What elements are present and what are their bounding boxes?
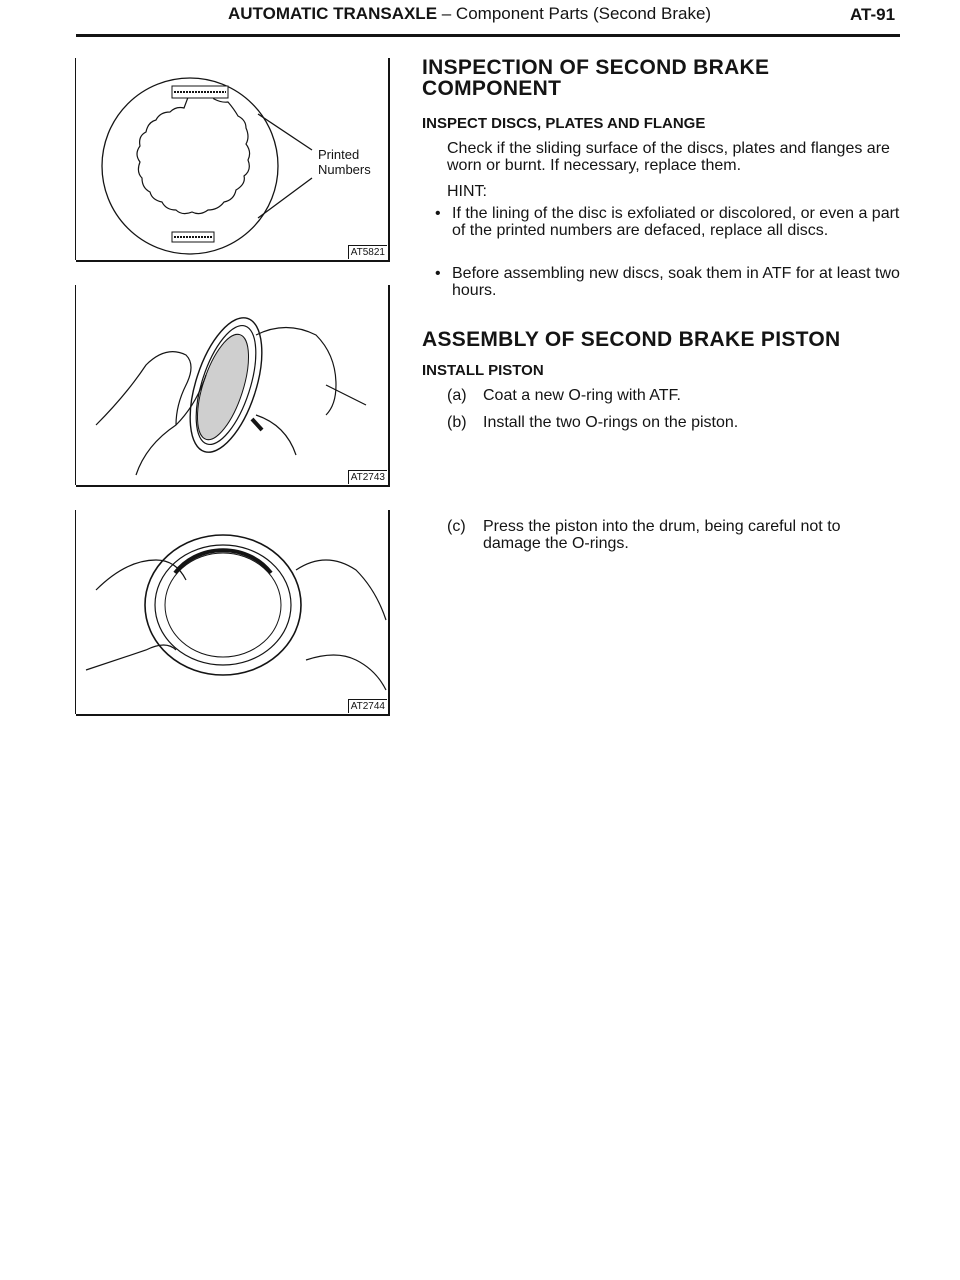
page-number: AT-91 [850, 5, 896, 24]
hint-label [447, 183, 927, 200]
bullet-symbol: • [435, 265, 441, 282]
step-label: (a) [447, 387, 467, 404]
bullet-symbol: • [435, 205, 441, 222]
header-title-rest: – Component Parts (Second Brake) [437, 4, 712, 23]
section-title-assembly [422, 329, 902, 350]
header-title [228, 4, 711, 24]
figure-disc-printed-numbers [76, 58, 390, 262]
header-rule [76, 34, 900, 37]
figure-press-piston [76, 510, 390, 716]
hands-disc-illustration [76, 285, 390, 487]
figure-hands-inspect-disc [76, 285, 390, 487]
section-title-line1: INSPECTION OF SECOND BRAKE [422, 56, 770, 79]
subtitle-text: INSTALL PISTON [422, 362, 544, 379]
subtitle-text: INSPECT DISCS, PLATES AND FLANGE [422, 115, 706, 132]
figure-code: AT5821 [348, 245, 387, 259]
page-header [0, 0, 960, 40]
section-title-inspection [422, 57, 902, 99]
header-title-bold: AUTOMATIC TRANSAXLE [228, 4, 438, 23]
figure-code: AT2743 [348, 470, 387, 484]
step-label: (b) [447, 414, 467, 431]
figure-label-printed: Printed [318, 147, 360, 162]
bullet-text: If the lining of the disc is exfoliated or discolored, or even a part of the printed numbers are defaced, replace all discs. [452, 205, 900, 239]
section-title-line2: COMPONENT [422, 77, 562, 100]
inspection-paragraph [447, 140, 899, 174]
bullet-text: Before assembling new discs, soak them in ATF for at least two hours. [452, 265, 900, 299]
step-text: Install the two O-rings on the piston. [483, 414, 739, 431]
hint-text: HINT: [447, 183, 487, 200]
step-text: Coat a new O-ring with ATF. [483, 387, 681, 404]
step-text: Press the piston into the drum, being careful not to damage the O-rings. [483, 518, 841, 552]
subtitle-install-piston [422, 362, 902, 379]
step-label: (c) [447, 518, 466, 535]
piston-drum-illustration [76, 510, 390, 716]
subtitle-inspect-discs [422, 115, 902, 132]
paragraph-text: Check if the sliding surface of the discs, plates and flanges are worn or burnt. If necessary, replace them. [447, 140, 890, 174]
figure-label-numbers: Numbers [318, 162, 371, 177]
section-title-text: ASSEMBLY OF SECOND BRAKE PISTON [422, 328, 841, 351]
figure-code: AT2744 [348, 699, 387, 713]
